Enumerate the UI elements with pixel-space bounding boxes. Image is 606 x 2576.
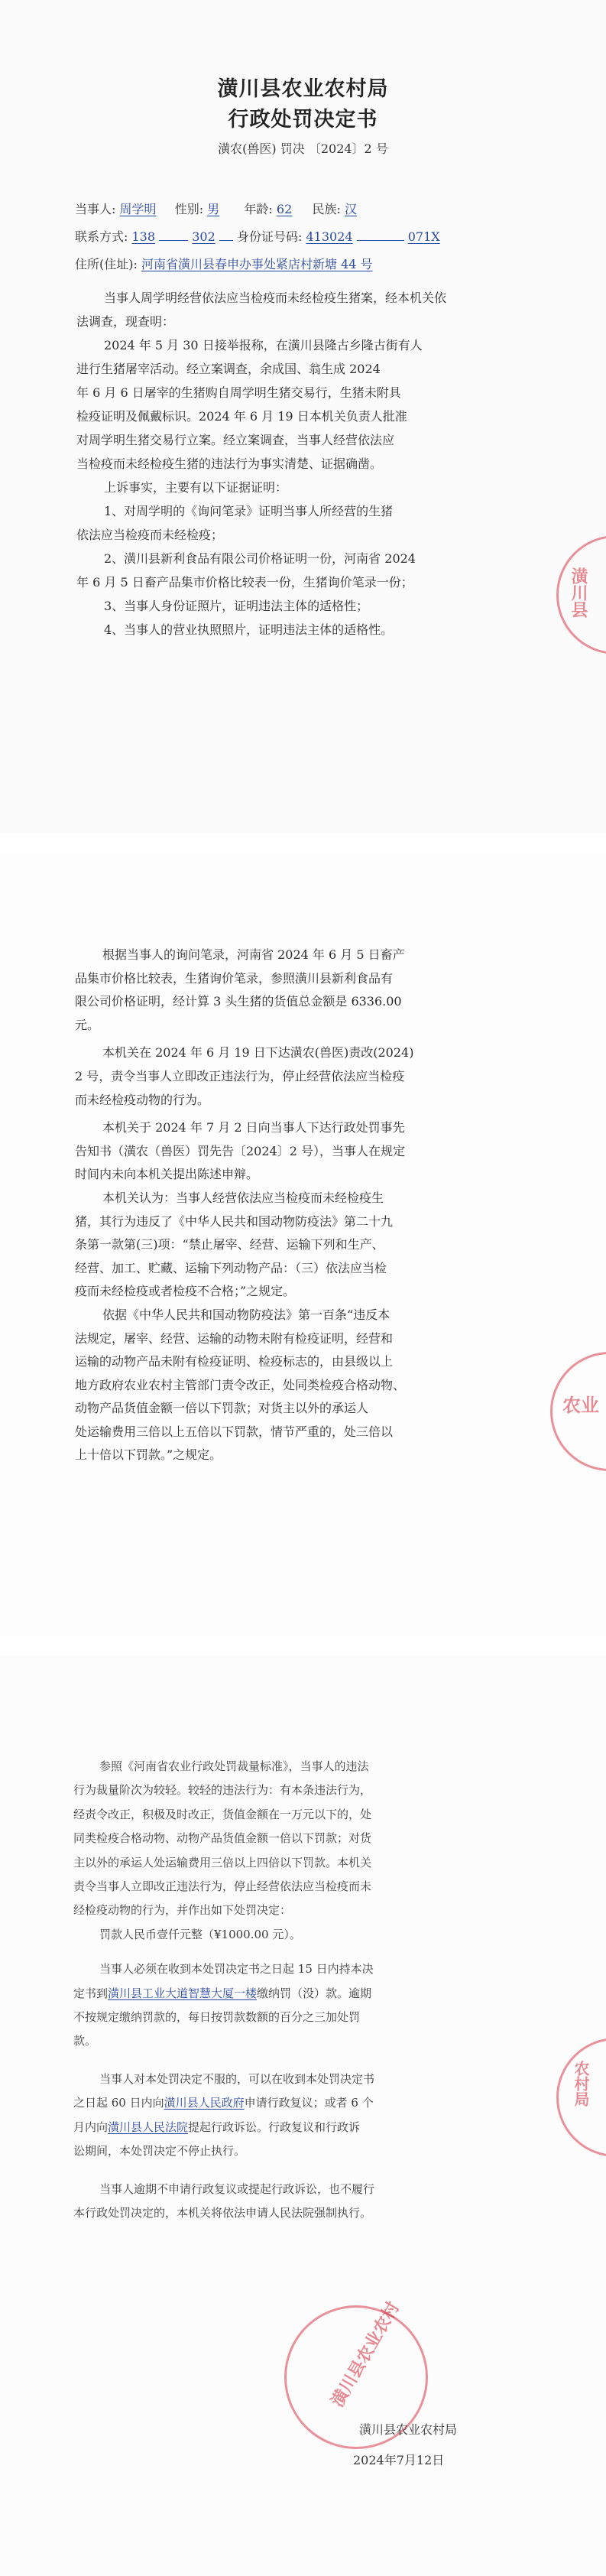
address-row (75, 256, 373, 273)
age-value: 62 (276, 202, 293, 216)
ethnicity-label: 民族: (312, 202, 341, 216)
address-label: 住所(住址): (75, 257, 138, 271)
appeal-line (73, 2116, 374, 2139)
document-number: 潢农(兽医) 罚决 〔2024〕2 号 (218, 141, 388, 156)
sex-label: 性别: (174, 202, 204, 216)
signature-organization: 潢川县农业农村局 (359, 2422, 458, 2437)
paragraph-line: 法调查，现查明： (76, 314, 175, 329)
evidence-item: 2、潢川县新利食品有限公司价格证明一份，河南省 2024 (104, 551, 416, 566)
appeal-text: 月内向 (73, 2120, 109, 2134)
id-number-label: 身份证号码: (236, 229, 303, 244)
phone-part-2: 302 (192, 229, 216, 244)
paragraph-line: 动物产品货值金额一倍以下罚款；对货主以外的承运人 (75, 1401, 369, 1416)
paragraph-line: 检疫证明及佩戴标识。2024 年 6 月 19 日本机关负责人批准 (76, 409, 407, 424)
paragraph-line: 进行生猪屠宰活动。经立案调查，余成国、翁生成 2024 (76, 362, 381, 376)
seal-text: 农村局 (572, 2061, 590, 2107)
paragraph-line: 行为裁量阶次为较轻。较轻的违法行为：有本条违法行为， (73, 1783, 372, 1798)
title-document-type: 行政处罚决定书 (228, 108, 378, 132)
penalty-amount: 罚款人民币壹仟元整（¥1000.00 元）。 (99, 1927, 301, 1941)
id-number-part-2: 071X (407, 229, 440, 244)
paragraph-line: 2024 年 5 月 30 日接举报称，在潢川县隆古乡隆古街有人 (104, 338, 423, 352)
age-label: 年龄: (244, 202, 273, 216)
document-page-1 (0, 0, 606, 833)
paragraph-line: 品集市价格比较表，生猪询价笔录，参照潢川县新利食品有 (75, 970, 394, 986)
contact-info-row (75, 229, 440, 245)
page-gap (0, 1635, 606, 1655)
paragraph-line: 当检疫而未经检疫生猪的违法行为事实清楚、证据确凿。 (76, 456, 383, 471)
document-page-2 (0, 855, 606, 1635)
payment-text: 定书到 (73, 1986, 109, 2000)
paragraph-line: 元。 (75, 1017, 100, 1032)
paragraph-line: 根据当事人的询问笔录，河南省 2024 年 6 月 5 日畜产 (102, 947, 405, 962)
paragraph-line: 上十倍以下罚款。”之规定。 (75, 1447, 222, 1463)
paragraph-line: 上诉事实，主要有以下证据证明： (104, 480, 288, 495)
seal-text: 潢川县 (569, 567, 588, 618)
paragraph-line: 运输的动物产品未附有检疫证明、检疫标志的，由县级以上 (75, 1354, 394, 1369)
paragraph-line: 经责令改正，积极及时改正，货值金额在一万元以下的，处 (73, 1807, 372, 1821)
paragraph-line: 地方政府农业农村主管部门责令改正，处同类检疫合格动物、 (75, 1377, 406, 1392)
paragraph-line: 处运输费用三倍以上五倍以下罚款，情节严重的，处三倍以 (75, 1424, 394, 1439)
document-page-3 (0, 1655, 606, 2576)
ethnicity-value: 汉 (344, 202, 357, 216)
evidence-item-continued: 年 6 月 5 日畜产品集市价格比较表一份，生猪询价笔录一份； (76, 575, 413, 590)
party-name-value: 周学明 (119, 202, 157, 216)
evidence-item: 3、当事人身份证照片，证明违法主体的适格性； (104, 599, 369, 613)
paragraph-line: 本机关认为：当事人经营依法应当检疫而未经检疫生 (102, 1190, 384, 1205)
appeal-text: 之日起 60 日内向 (73, 2096, 164, 2110)
party-info-row (75, 201, 357, 218)
paragraph-line: 法规定，屠宰、经营、运输的动物未附有检疫证明，经营和 (75, 1330, 394, 1346)
findings-body (76, 286, 446, 642)
paragraph-line: 本机关于 2024 年 7 月 2 日向当事人下达行政处罚事先 (102, 1120, 405, 1135)
payment-line: 款。 (73, 2034, 97, 2048)
paragraph-line: 经营、加工、贮藏、运输下列动物产品：（三）依法应当检 (75, 1260, 387, 1275)
paragraph-line: 本机关在 2024 年 6 月 19 日下达潢农(兽医)责改(2024) (102, 1045, 414, 1061)
appeal-text: 提起行政诉讼。行政复议和行政诉 (188, 2120, 361, 2134)
paragraph-line: 依据《中华人民共和国动物防疫法》第一百条“违反本 (102, 1307, 390, 1322)
title-organization: 潢川县农业农村局 (217, 77, 389, 101)
paragraph-line: 年 6 月 6 日屠宰的生猪购自周学明生猪交易行，生猪未附具 (76, 385, 401, 400)
evidence-item: 4、当事人的营业执照照片，证明违法主体的适格性。 (104, 622, 394, 637)
appeal-line (73, 2091, 374, 2115)
payment-location: 潢川县工业大道智慧大厦一楼 (108, 1986, 258, 2000)
enforcement-line: 本行政处罚决定的，本机关将依法申请人民法院强制执行。 (73, 2205, 372, 2220)
party-name-label: 当事人: (75, 202, 116, 216)
phone-label: 联系方式: (75, 229, 128, 244)
paragraph-line: 时间内未向本机关提出陈述申辩。 (75, 1167, 259, 1182)
signature-date: 2024年7月12日 (353, 2453, 445, 2467)
sex-value: 男 (207, 202, 220, 216)
paragraph-line: 而未经检疫动物的行为。 (75, 1092, 210, 1107)
payment-line: 当事人必须在收到本处罚决定书之日起 15 日内持本决 (99, 1962, 374, 1977)
paragraph-line: 责令当事人立即改正违法行为，停止经营依法应当检疫而未 (73, 1879, 372, 1894)
payment-line: 不按规定缴纳罚款的，每日按罚款数额的百分之三加处罚 (73, 2010, 361, 2025)
id-number-part-1: 413024 (306, 229, 353, 244)
paragraph-line: 参照《河南省农业行政处罚裁量标准》，当事人的违法 (99, 1759, 369, 1773)
paragraph-line: 2 号，责令当事人立即改正违法行为，停止经营依法应当检疫 (75, 1068, 405, 1083)
decision-body (75, 944, 413, 1467)
paragraph-line: 对周学明生猪交易行立案。经立案调查，当事人经营依法应 (76, 433, 395, 447)
seal-text: 潢川县农业农村 (327, 2298, 404, 2411)
paragraph-line: 当事人周学明经营依法应当检疫而未经检疫生猪案，经本机关依 (104, 291, 447, 305)
paragraph-line: 猪，其行为违反了《中华人民共和国动物防疫法》第二十九 (75, 1213, 394, 1229)
paragraph-line: 限公司价格证明，经计算 3 头生猪的货值总金额是 6336.00 (75, 994, 402, 1009)
page-gap (0, 833, 606, 855)
appeal-court: 潢川县人民法院 (108, 2120, 189, 2134)
payment-text: 缴纳罚（没）款。逾期 (257, 1986, 372, 2000)
paragraph-line: 经检疫动物的行为，并作出如下处罚决定： (73, 1903, 292, 1918)
paragraph-line: 主以外的承运人处运输费用三倍以上四倍以下罚款。本机关 (73, 1855, 372, 1869)
payment-line (73, 1982, 374, 2006)
paragraph-line: 同类检疫合格动物、动物产品货值金额一倍以下罚款；对货 (73, 1831, 372, 1846)
appeal-line: 当事人对本处罚决定不服的，可以在收到本处罚决定书 (99, 2071, 375, 2086)
appeal-text: 申请行政复议；或者 6 个 (244, 2096, 374, 2110)
address-value: 河南省潢川县春申办事处紧店村新塘 44 号 (141, 257, 373, 271)
paragraph-line: 条第一款第(三)项：“禁止屠宰、经营、运输下列和生产、 (75, 1237, 384, 1252)
enforcement-line: 当事人逾期不申请行政复议或提起行政诉讼，也不履行 (99, 2181, 375, 2196)
paragraph-line: 告知书（潢农（兽医）罚先告〔2024〕2 号），当事人在规定 (75, 1143, 405, 1158)
paragraph-line: 疫而未经检疫或者检疫不合格；”之规定。 (75, 1284, 296, 1299)
penalty-body (73, 1755, 374, 2225)
phone-part-1: 138 (131, 229, 156, 244)
evidence-item-continued: 依法应当检疫而未经检疫； (76, 528, 224, 542)
evidence-item: 1、对周学明的《询问笔录》证明当事人所经营的生猪 (104, 504, 394, 518)
seal-text: 农业 (562, 1394, 599, 1416)
appeal-line: 讼期间，本处罚决定不停止执行。 (73, 2144, 246, 2159)
appeal-government: 潢川县人民政府 (164, 2096, 245, 2110)
